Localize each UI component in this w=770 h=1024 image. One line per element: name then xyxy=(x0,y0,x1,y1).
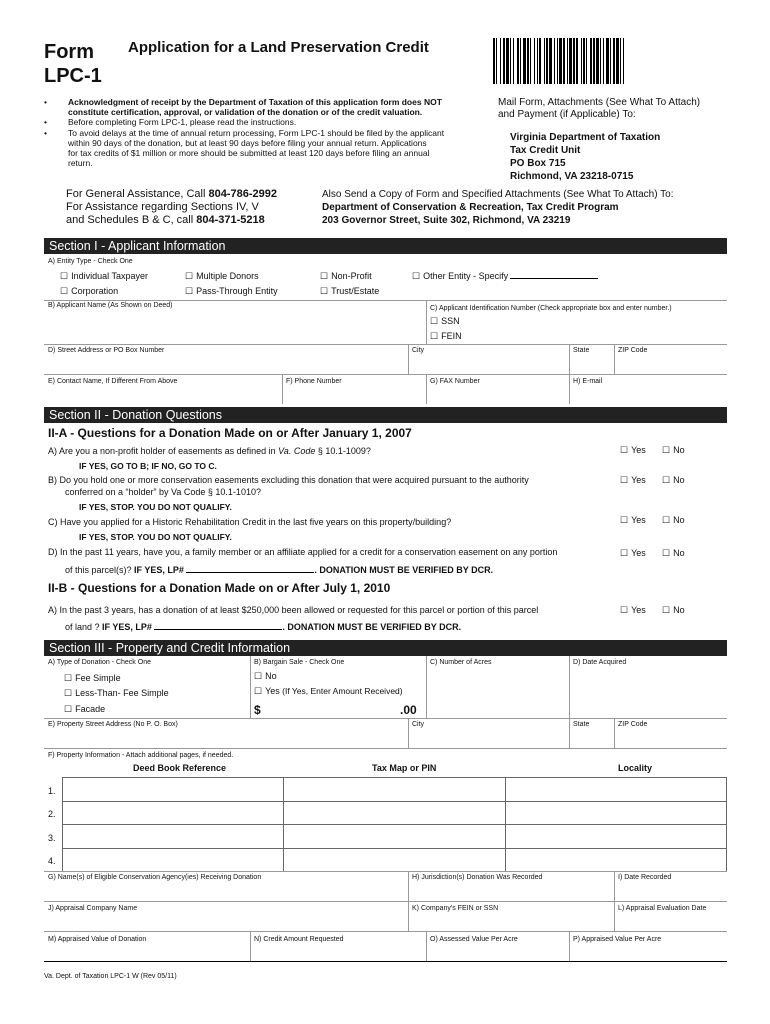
bargain-cents: .00 xyxy=(400,703,417,717)
contact-name-label: E) Contact Name, If Different From Above xyxy=(48,378,178,385)
iib-question-land: of land ? xyxy=(65,622,103,632)
mail-line1: Mail Form, Attachments (See What To Attach) xyxy=(498,97,701,108)
question-a-code: Va. Code xyxy=(278,446,316,456)
facade-checkbox[interactable] xyxy=(64,704,105,715)
fee-simple-checkbox[interactable] xyxy=(64,673,121,684)
question-b-yes-checkbox[interactable] xyxy=(620,475,646,486)
question-d-verify: . DONATION MUST BE VERIFIED BY DCR. xyxy=(314,565,494,575)
question-b-line1: B) Do you hold one or more conservation easements excluding this donation that were acquired pursuant to the authority xyxy=(48,475,529,485)
page-title: Application for a Land Preservation Credit xyxy=(128,39,429,56)
appraised-value-label: M) Appraised Value of Donation xyxy=(48,936,147,943)
question-c-no-checkbox[interactable] xyxy=(662,515,685,526)
applicant-name-label: B) Applicant Name (As Shown on Deed) xyxy=(48,302,173,309)
instructions: • Acknowledgment of receipt by the Department of Taxation of this application form does NOT constitute certification, approval, or validation of the donation or of the credit valuation. • Before completing Form LPC-1, please read the instructions. • To avoid delays at the time of annual return processing, Form LPC-1 should be filed by the applicant within 90 days of the donation, but at least 90 days before filing your annual return. Applications for tax credits of $1 million or more should be submitted at least 120 days before filing an annual return. xyxy=(44,97,445,169)
question-a-text: A) Are you a non-profit holder of easements as defined in xyxy=(48,446,279,456)
form-id: LPC-1 xyxy=(44,65,102,87)
entity-multiple-donors-checkbox[interactable] xyxy=(185,271,259,282)
facade-label: Facade xyxy=(75,704,106,714)
entity-corporation-checkbox[interactable] xyxy=(60,286,118,297)
email-label: H) E-mail xyxy=(573,378,603,385)
instruction-read: Before completing Form LPC-1, please read the instructions. xyxy=(68,117,297,128)
entity-trust-label: Trust/Estate xyxy=(331,286,380,296)
zip-label: ZIP Code xyxy=(618,347,648,354)
question-c: C) Have you applied for a Historic Rehabilitation Credit in the last five years on this property/building? xyxy=(48,517,452,527)
form-word: Form xyxy=(44,41,94,63)
property-info-label: F) Property Information - Attach additional pages, if needed. xyxy=(48,752,234,759)
property-state-label: State xyxy=(573,721,590,728)
question-d-line1: D) In the past 11 years, have you, a family member or an affiliate applied for a credit for a conservation easement on any portion xyxy=(48,547,558,557)
row-number: 4. xyxy=(48,856,56,866)
mail-address-line1: Virginia Department of Taxation xyxy=(510,132,661,143)
property-zip-label: ZIP Code xyxy=(618,721,648,728)
section1-title: Section I - Applicant Information xyxy=(49,239,226,253)
iib-question-line1: A) In the past 3 years, has a donation of at least $250,000 been allowed or requested for this parcel or portion of this parcel xyxy=(48,605,539,615)
property-city-label: City xyxy=(412,721,425,728)
entity-type-label: A) Entity Type - Check One xyxy=(48,258,133,265)
less-than-fee-simple-label: Less-Than- Fee Simple xyxy=(75,688,169,698)
assist-phone2: 804-371-5218 xyxy=(196,214,265,226)
question-d-ifyes: IF YES, LP# xyxy=(134,565,187,575)
row-number: 2. xyxy=(48,809,56,819)
ssn-label: SSN xyxy=(441,316,460,326)
agency-label: G) Name(s) of Eligible Conservation Agency(ies) Receiving Donation xyxy=(48,874,262,881)
bargain-no-checkbox[interactable] xyxy=(254,671,277,682)
company-fein-label: K) Company's FEIN or SSN xyxy=(412,905,499,912)
entity-individual-checkbox[interactable] xyxy=(60,271,148,282)
row-number: 1. xyxy=(48,786,56,796)
mail-line2: and Payment (if Applicable) To: xyxy=(498,109,636,120)
footer-form-rev: Va. Dept. of Taxation LPC-1 W (Rev 05/11) xyxy=(44,973,177,980)
bargain-yes-checkbox[interactable] xyxy=(254,686,403,697)
yes-label: Yes xyxy=(631,515,646,525)
question-d-parcel: of this parcel(s)? xyxy=(65,565,135,575)
col-deed-book: Deed Book Reference xyxy=(133,763,227,773)
mail-address-line3: PO Box 715 xyxy=(510,158,566,169)
barcode xyxy=(493,38,727,84)
assistance xyxy=(66,188,277,227)
fein-label: FEIN xyxy=(441,331,462,341)
date-acquired-label: D) Date Acquired xyxy=(573,659,627,666)
question-d-line2 xyxy=(65,565,493,575)
entity-nonprofit-label: Non-Profit xyxy=(331,271,372,281)
row-number: 3. xyxy=(48,833,56,843)
iib-question-yes-checkbox[interactable] xyxy=(620,605,646,616)
question-a-note: IF YES, GO TO B; IF NO, GO TO C. xyxy=(79,461,217,471)
yes-label: Yes xyxy=(631,445,646,455)
question-a-ref: § 10.1-1009? xyxy=(315,446,371,456)
instruction-delay-line4: return. xyxy=(68,158,93,169)
question-c-yes-checkbox[interactable] xyxy=(620,515,646,526)
instruction-delay-line1: To avoid delays at the time of annual return processing, Form LPC-1 should be filed by the applicant xyxy=(68,127,445,138)
appraisal-company-label: J) Appraisal Company Name xyxy=(48,905,138,912)
bargain-amount-field[interactable] xyxy=(266,702,396,716)
bargain-yes-note: (If Yes, Enter Amount Received) xyxy=(279,686,403,696)
iib-question-ifyes: IF YES, LP# xyxy=(102,622,155,632)
copy-line3: 203 Governor Street, Suite 302, Richmond, VA 23219 xyxy=(322,215,571,226)
phone-label: F) Phone Number xyxy=(286,378,342,385)
entity-pass-through-checkbox[interactable] xyxy=(185,286,278,297)
acres-label: C) Number of Acres xyxy=(430,659,492,666)
yes-label: Yes xyxy=(631,605,646,615)
section1-header xyxy=(44,238,727,254)
question-b xyxy=(48,475,529,498)
appraised-per-acre-label: P) Appraised Value Per Acre xyxy=(573,936,662,943)
bargain-dollar-sign: $ xyxy=(254,703,261,717)
no-label: No xyxy=(673,605,685,615)
applicant-id-label: C) Applicant Identification Number (Check appropriate box and enter number.) xyxy=(430,305,672,312)
iia-title: II-A - Questions for a Donation Made on or After January 1, 2007 xyxy=(48,426,412,440)
entity-trust-estate-checkbox[interactable] xyxy=(320,286,379,297)
entity-individual-label: Individual Taxpayer xyxy=(71,271,148,281)
entity-other-label: Other Entity - Specify xyxy=(423,271,509,281)
fee-simple-label: Fee Simple xyxy=(75,673,121,683)
question-c-note: IF YES, STOP. YOU DO NOT QUALIFY. xyxy=(79,532,232,542)
entity-other-specify-field[interactable] xyxy=(510,278,598,279)
assist-phone1: 804-786-2992 xyxy=(208,188,277,200)
instruction-ack-line1: Acknowledgment of receipt by the Department of Taxation of this application form does NOT xyxy=(68,97,442,107)
iib-question-line2 xyxy=(65,622,461,632)
section2-header xyxy=(44,407,727,423)
section3-title: Section III - Property and Credit Information xyxy=(49,641,291,655)
property-address-label: E) Property Street Address (No P. O. Box) xyxy=(48,721,178,728)
bargain-no-label: No xyxy=(265,671,277,681)
city-label: City xyxy=(412,347,425,354)
assist-line3: and Schedules B & C, call xyxy=(66,214,197,226)
section3-header xyxy=(44,640,727,656)
copy-line1: Also Send a Copy of Form and Specified Attachments (See What To Attach) To: xyxy=(322,189,674,200)
credit-amount-label: N) Credit Amount Requested xyxy=(254,936,344,943)
assist-line2: For Assistance regarding Sections IV, V xyxy=(66,201,259,213)
question-d-yes-checkbox[interactable] xyxy=(620,548,646,559)
entity-passthrough-label: Pass-Through Entity xyxy=(196,286,278,296)
state-label: State xyxy=(573,347,590,354)
section2-title: Section II - Donation Questions xyxy=(49,408,223,422)
donation-type-label: A) Type of Donation - Check One xyxy=(48,659,151,666)
no-label: No xyxy=(673,548,685,558)
fein-checkbox[interactable] xyxy=(430,331,462,342)
mail-instructions xyxy=(498,97,700,121)
instruction-ack-line2: constitute certification, approval, or validation of the donation or of the credit valuation. xyxy=(68,107,423,118)
question-d-lp-field[interactable] xyxy=(186,572,314,573)
no-label: No xyxy=(673,475,685,485)
ssn-checkbox[interactable] xyxy=(430,316,460,327)
iib-question-no-checkbox[interactable] xyxy=(662,605,685,616)
question-a-yes-checkbox[interactable] xyxy=(620,445,646,456)
date-recorded-label: I) Date Recorded xyxy=(618,874,672,881)
mail-address xyxy=(510,131,660,183)
question-b-line2: conferred on a “holder” by Va Code § 10.1-1010? xyxy=(65,486,261,497)
jurisdiction-label: H) Jurisdiction(s) Donation Was Recorded xyxy=(412,874,543,881)
entity-non-profit-checkbox[interactable] xyxy=(320,271,372,282)
yes-label: Yes xyxy=(631,548,646,558)
instruction-delay-line2: within 90 days of the donation, but at least 90 days before filing your annual return. Applications xyxy=(68,137,427,148)
appraisal-date-label: L) Appraisal Evaluation Date xyxy=(618,905,707,912)
entity-other-checkbox[interactable] xyxy=(412,271,598,282)
bargain-sale-label: B) Bargain Sale - Check One xyxy=(254,659,345,666)
yes-label: Yes xyxy=(631,475,646,485)
entity-multiple-label: Multiple Donors xyxy=(196,271,259,281)
fax-label: G) FAX Number xyxy=(430,378,480,385)
mail-address-line2: Tax Credit Unit xyxy=(510,145,581,156)
iib-title: II-B - Questions for a Donation Made on or After July 1, 2010 xyxy=(48,581,391,595)
less-than-fee-simple-checkbox[interactable] xyxy=(64,688,169,699)
question-b-no-checkbox[interactable] xyxy=(662,475,685,486)
copy-instructions xyxy=(322,188,673,227)
question-a xyxy=(48,446,371,456)
mail-address-line4: Richmond, VA 23218-0715 xyxy=(510,171,634,182)
assist-line1: For General Assistance, Call xyxy=(66,188,209,200)
no-label: No xyxy=(673,445,685,455)
copy-line2: Department of Conservation & Recreation, Tax Credit Program xyxy=(322,202,619,213)
col-locality: Locality xyxy=(618,763,653,773)
iib-question-verify: . DONATION MUST BE VERIFIED BY DCR. xyxy=(282,622,462,632)
question-a-no-checkbox[interactable] xyxy=(662,445,685,456)
question-d-no-checkbox[interactable] xyxy=(662,548,685,559)
instruction-delay-line3: for tax credits of $1 million or more should be submitted at least 120 days before filing an annual xyxy=(68,148,430,159)
bargain-yes-label: Yes xyxy=(265,686,280,696)
iib-lp-field[interactable] xyxy=(154,629,282,630)
no-label: No xyxy=(673,515,685,525)
col-tax-map: Tax Map or PIN xyxy=(372,763,437,773)
question-b-note: IF YES, STOP. YOU DO NOT QUALIFY. xyxy=(79,502,232,512)
street-address-label: D) Street Address or PO Box Number xyxy=(48,347,165,354)
assessed-value-label: O) Assessed Value Per Acre xyxy=(430,936,518,943)
entity-corporation-label: Corporation xyxy=(71,286,119,296)
